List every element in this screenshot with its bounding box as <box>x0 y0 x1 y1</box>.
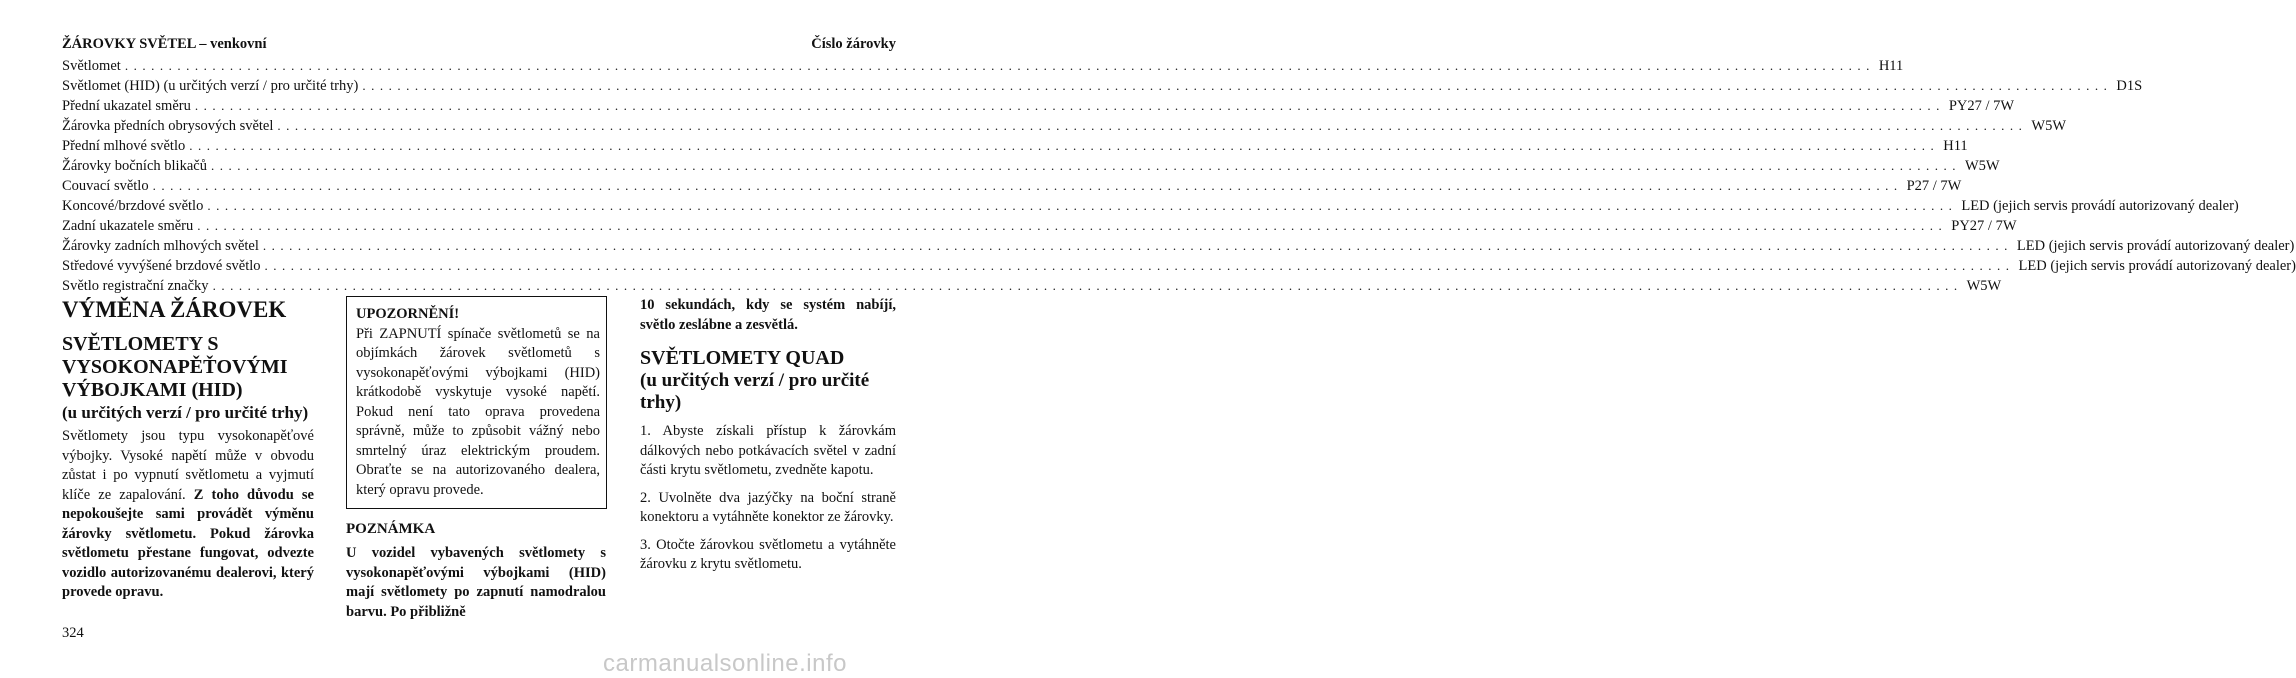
bulb-label: Přední ukazatel směru <box>62 98 191 114</box>
table-row <box>62 118 2067 138</box>
warning-box <box>346 296 607 509</box>
table-row <box>62 158 2000 178</box>
hid-heading: SVĚTLOMETY S VYSOKONAPĚŤOVÝMI VÝBOJKAMI (HID) <box>62 333 288 401</box>
quad-heading-note: (u určitých verzí / pro určité trhy) <box>640 370 870 413</box>
table-row <box>62 198 2239 218</box>
bulb-number: W5W <box>1966 278 2002 294</box>
step-item: 1. Abyste získali přístup k žárovkám dálkových nebo potkávacích světel v zadní části krytu světlometu, zvedněte kapotu. <box>640 423 896 478</box>
dot-leader: ........................................................................................................................................................................................................ <box>207 198 1958 213</box>
dot-leader: ........................................................................................................................................................................................................ <box>362 78 2113 93</box>
hid-heading-note: (u určitých verzí / pro určité trhy) <box>62 403 309 422</box>
bulb-number: LED (jejich servis provádí autorizovaný dealer) <box>1961 198 2239 214</box>
section-title: VÝMĚNA ŽÁROVEK <box>62 297 287 322</box>
dot-leader: ........................................................................................................................................................................................................ <box>264 258 2015 273</box>
dot-leader: ........................................................................................................................................................................................................ <box>197 218 1948 233</box>
bulb-number: PY27 / 7W <box>1951 218 2017 234</box>
table-title: ŽÁROVKY SVĚTEL – venkovní <box>62 36 267 52</box>
bulb-number-heading: Číslo žárovky <box>811 36 896 52</box>
table-row <box>62 178 1962 198</box>
bulb-number: P27 / 7W <box>1906 178 1962 194</box>
hid-bold-text: Z toho důvodu se nepokoušejte sami provádět výměnu žárovky světlometu. Pokud žárovka světlometu přestane fungovat, odvezte vozidlo autorizovanému dealerovi, který provede opravu. <box>62 486 314 600</box>
dot-leader: ........................................................................................................................................................................................................ <box>212 278 1963 293</box>
bulb-label: Světlomet (HID) (u určitých verzí / pro určité trhy) <box>62 78 359 94</box>
step-item: 3. Otočte žárovkou světlometu a vytáhněte žárovku z krytu světlometu. <box>640 536 896 572</box>
note-title: POZNÁMKA <box>346 521 436 537</box>
bulb-label: Světlomet <box>62 58 121 74</box>
dot-leader: ........................................................................................................................................................................................................ <box>194 98 1945 113</box>
dot-leader: ........................................................................................................................................................................................................ <box>152 178 1903 193</box>
bulb-number: H11 <box>1878 58 1904 74</box>
table-row <box>62 98 2015 118</box>
bulb-number: W5W <box>2031 118 2067 134</box>
dot-leader: ........................................................................................................................................................................................................ <box>124 58 1875 73</box>
dot-leader: ........................................................................................................................................................................................................ <box>262 238 2013 253</box>
dot-leader: ........................................................................................................................................................................................................ <box>210 158 1961 173</box>
dot-leader: ........................................................................................................................................................................................................ <box>189 138 1940 153</box>
bulb-number: LED (jejich servis provádí autorizovaný dealer) <box>2018 258 2296 274</box>
bulb-number: H11 <box>1943 138 1968 154</box>
step-item: 2. Uvolněte dva jazýčky na boční straně konektoru a vytáhněte konektor ze žárovky. <box>640 489 896 525</box>
bulb-label: Světlo registrační značky <box>62 278 209 294</box>
dot-leader: ........................................................................................................................................................................................................ <box>277 118 2028 133</box>
warning-text: Při ZAPNUTÍ spínače světlometů se na objímkách žárovek světlometů s vysokonapěťovými výbojkami (HID) krátkodobě vyskytuje vysoké napětí. Pokud není tato oprava provedena správně, může to způsobit vážný nebo smrtelný úraz elektrickým proudem. Obraťte se na autorizovaného dealera, který opravu provede. <box>356 325 600 498</box>
table-row <box>62 138 1968 158</box>
hid-text: Světlomety jsou typu vysokonapěťové výbojky. Vysoké napětí může v obvodu zůstat i po vypnutí světlometu a vyjmutí klíče ze zapalování. <box>62 428 314 503</box>
bulb-number: D1S <box>2116 78 2143 94</box>
bulb-label: Středové vyvýšené brzdové světlo <box>62 258 261 274</box>
steps-list <box>640 422 896 575</box>
bulb-label: Přední mlhové světlo <box>62 138 186 154</box>
table-row <box>62 238 2295 258</box>
note-continuation: 10 sekundách, kdy se systém nabíjí, světlo zeslábne a zesvětlá. <box>640 297 896 333</box>
bulb-label: Zadní ukazatele směru <box>62 218 194 234</box>
table-row <box>62 218 2017 238</box>
column-1 <box>62 296 314 603</box>
table-row <box>62 78 2143 98</box>
quad-heading: SVĚTLOMETY QUAD <box>640 347 845 369</box>
table-row <box>62 258 2296 278</box>
bulb-label: Couvací světlo <box>62 178 149 194</box>
column-3 <box>640 296 896 583</box>
watermark: carmanualsonline.info <box>603 650 847 677</box>
bulb-number: PY27 / 7W <box>1948 98 2015 114</box>
bulb-label: Žárovky bočních blikačů <box>62 158 207 174</box>
table-row <box>62 278 2002 298</box>
note-text: U vozidel vybavených světlomety s vysokonapěťovými výbojkami (HID) mají světlomety po zapnutí namodralou barvu. Po přibližně <box>346 545 606 620</box>
table-row <box>62 58 1904 78</box>
bulb-number: LED (jejich servis provádí autorizovaný dealer) <box>2016 238 2295 254</box>
bulb-label: Žárovka předních obrysových světel <box>62 118 274 134</box>
bulb-number: W5W <box>1964 158 2000 174</box>
bulb-label: Žárovky zadních mlhových světel <box>62 238 259 254</box>
bulb-label: Koncové/brzdové světlo <box>62 198 204 214</box>
bulb-table-header <box>62 36 896 53</box>
hid-paragraph <box>62 427 314 603</box>
bulb-table <box>62 58 2296 298</box>
page-number: 324 <box>62 625 84 641</box>
column-2 <box>346 296 606 622</box>
warning-title: UPOZORNĚNÍ! <box>356 306 460 322</box>
